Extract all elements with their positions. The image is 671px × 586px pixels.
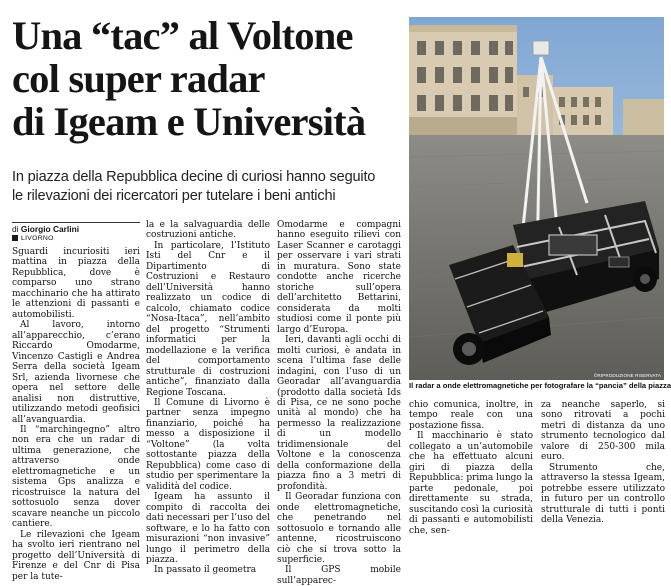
subtitle-line-1: In piazza della Repubblica decine di curiosi hanno seguito — [12, 169, 376, 185]
headline-line-3: di Igeam e Università — [12, 99, 366, 144]
paragraph: Igeam ha assunto il compito di raccolta dei dati necessari per l’uso del software, e lo ha fatto con misurazioni “non invasive” lungo il perimetro della piazza. — [146, 492, 270, 565]
headline — [12, 14, 407, 143]
byline — [12, 222, 140, 243]
byline-author-name: Giorgio Carlini — [20, 224, 80, 234]
paragraph: za neanche saperlo, si sono ritrovati a pochi metri di distanza da uno strumento tecnologico dal valore di 250-300 mila euro. — [541, 400, 665, 463]
byline-prefix: di — [12, 224, 21, 234]
paragraph: Sguardi incuriositi ieri mattina in piazza della Repubblica, dove è comparso uno strano macchinario che ha attirato le attenzioni di passanti e automobilisti. — [12, 247, 140, 320]
radar-photo-illustration — [409, 17, 664, 380]
photo-credit: ©RIPRODUZIONE RISERVATA — [593, 373, 661, 378]
paragraph: In particolare, l’Istituto Isti del Cnr e il Dipartimento di Costruzioni e Restauro dell’Università hanno realizzato un codice di calcolo, chiamato codice “Nosa-Itaca”, nell’ambito del progetto “Strumenti informatici per la modellazione e la verifica del comportamento strutturale di costruzioni antiche”, finanziato dalla Regione Toscana. — [146, 240, 270, 398]
paragraph: In passato il geometra — [154, 565, 257, 576]
headline-line-2: col super radar — [12, 56, 265, 101]
paragraph: Strumento che, attraverso la stessa Igeam, potrebbe essere utilizzato in futuro per un controllo strutturale di tutti i ponti della Venezia. — [541, 462, 665, 526]
paragraph: Il macchinario è stato collegato a un’automobile che ha effettuato alcuni giri di piazza della Repubblica: prima lungo la parte pedonale, poi direttamente su strada, suscitando così la curiosità di passanti e automobilisti che, sen- — [409, 431, 533, 536]
article-photo — [409, 17, 664, 380]
article-column-1 — [12, 247, 140, 582]
paragraph: Al lavoro, intorno all’apparecchio, c’erano Riccardo Omodarme, Vincenzo Castigli e Andrea Serra della società Igeam Srl, azienda livornese che opera nel settore delle analisi non distruttive, utilizzando metodi geofisici all’avanguardia. — [12, 320, 140, 425]
photo-caption: Il radar a onde elettromagnetiche per fotografare la “pancia” della piazza — [409, 381, 671, 390]
article-column-4 — [409, 400, 533, 536]
paragraph: Omodarme e compagni hanno eseguito rilievi con Laser Scanner e carotaggi per osservare i vari strati in muratura. Sono state condotte anche ricerche storiche sull’opera dell’architetto Bettarini, considerata da molti studiosi come il ponte più largo d’Europa. — [277, 220, 401, 335]
byline-rule — [12, 222, 140, 223]
paragraph: Il Comune di Livorno è partner senza impegno finanziario, poiché ha messo a disposizione il “Voltone” (la volta sottostante piazza della Repubblica) come caso di studio per sperimentare la validità del codice. — [146, 397, 270, 492]
byline-place: LIVORNO — [12, 234, 140, 243]
article-column-5 — [541, 400, 665, 526]
paragraph: Il “marchingegno” altro non era che un radar di ultima generazione, che attraverso onde elettromagnetiche e un sistema Gps analizza e ricostruisce la natura del sottosuolo senza dover scavare neanche un piccolo cantiere. — [12, 424, 140, 530]
paragraph: la e la salvaguardia delle costruzioni antiche. — [146, 220, 270, 241]
paragraph: Il GPS mobile sull’apparec- — [277, 565, 401, 586]
paragraph: Ieri, davanti agli occhi di molti curiosi, è andata in scena l’ultima fase delle indagini, con l’uso di un Georadar all’avanguardia (prodotto dalla società Ids di Pisa, ce ne sono poche unità al mondo) che ha permesso la realizzazione di un modello tridimensionale del Voltone e la conoscenza della conformazione della piazza fino a 3 metri di profondità. — [277, 335, 401, 492]
subtitle-line-2: le rilevazioni dei ricercatori per tutelare i beni antichi — [12, 188, 336, 204]
headline-line-1: Una “tac” al Voltone — [12, 13, 353, 58]
paragraph: Le rilevazioni che Igeam ha svolto ieri rientrano nel progetto dell’Università di Firenze e del Cnr di Pisa per la tute- — [12, 529, 140, 582]
byline-author — [12, 224, 140, 234]
article-column-3 — [277, 220, 401, 586]
paragraph: Il Georadar funziona con onde elettromagnetiche, che penetrando nel sottosuolo e tornando alle antenne, ricostruiscono ciò che si trova sotto la superficie. — [277, 492, 401, 565]
article-column-2 — [146, 220, 270, 576]
paragraph: chio comunica, inoltre, in tempo reale con una postazione fissa. — [409, 400, 533, 431]
subtitle — [12, 168, 407, 206]
